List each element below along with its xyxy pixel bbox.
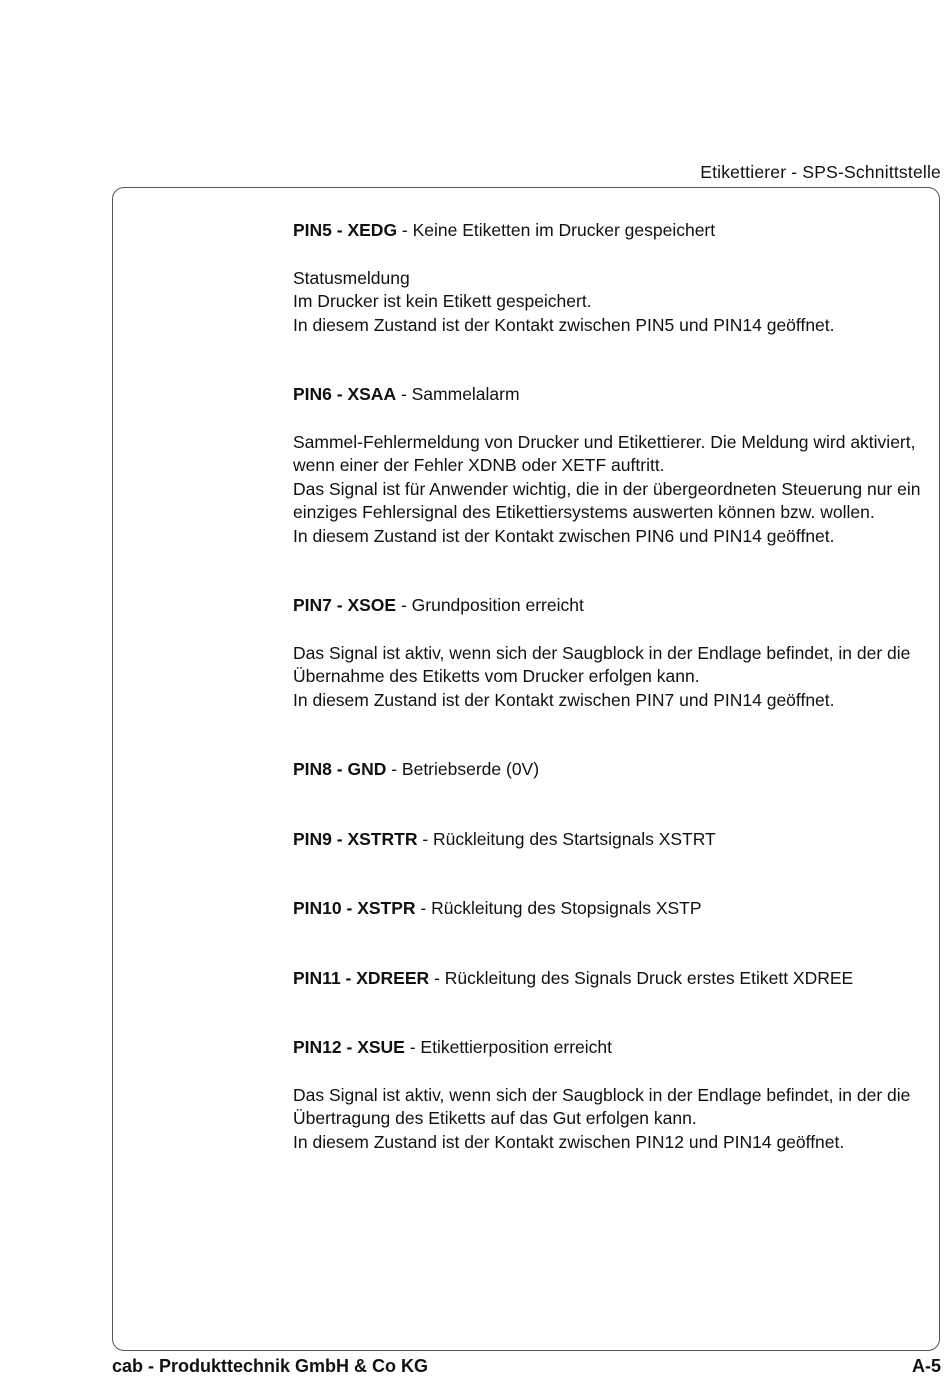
body-line: Das Signal ist aktiv, wenn sich der Saugblock in der Endlage befindet, in der die Übernahme des Etiketts vom Drucker erfolgen kann. [293, 642, 911, 686]
pin-label: PIN10 - XSTPR [293, 898, 416, 918]
section-body [293, 267, 923, 338]
pin-description: - Grundposition erreicht [396, 595, 584, 615]
section-title [293, 594, 923, 618]
section-pin12 [293, 1036, 923, 1154]
section-pin6 [293, 383, 923, 548]
section-title [293, 383, 923, 407]
body-line: Statusmeldung [293, 267, 410, 288]
pin-label: PIN8 - GND [293, 759, 387, 779]
page-number: A-5 [911, 1356, 941, 1376]
pin-description: - Sammelalarm [396, 384, 520, 404]
section-pin11 [293, 967, 923, 991]
pin-description-lead: - [429, 967, 445, 988]
body-line: Das Signal ist für Anwender wichtig, die in der übergeordneten Steuerung nur ein einziges Fehlersignal des Etikettiersystems auswerten können bzw. wollen. [293, 478, 921, 522]
pin-description: - Keine Etiketten im Drucker gespeichert [397, 220, 716, 240]
section-pin7 [293, 594, 923, 712]
pin-label: PIN9 - XSTRTR [293, 828, 418, 849]
section-pin10 [293, 897, 923, 921]
section-title [293, 828, 923, 852]
body-line: In diesem Zustand ist der Kontakt zwischen PIN7 und PIN14 geöffnet. [293, 689, 835, 710]
body-line: In diesem Zustand ist der Kontakt zwischen PIN6 und PIN14 geöffnet. [293, 525, 835, 546]
pin-description: Rückleitung des Signals Druck erstes Etikett XDREE [444, 967, 854, 988]
section-title [293, 967, 923, 991]
pin-label: PIN5 - XEDG [293, 220, 398, 240]
pin-description: - Rückleitung des Startsignals XSTRT [417, 828, 716, 849]
body-line: Das Signal ist aktiv, wenn sich der Saugblock in der Endlage befindet, in der die Übertragung des Etiketts auf das Gut erfolgen kann. [293, 1084, 911, 1128]
body-line: In diesem Zustand ist der Kontakt zwischen PIN12 und PIN14 geöffnet. [293, 1131, 845, 1152]
page-footer [112, 1356, 941, 1377]
body-line: Im Drucker ist kein Etikett gespeichert. [293, 291, 592, 311]
pin-label: PIN6 - XSAA [293, 384, 397, 404]
section-pin5 [293, 219, 923, 337]
body-line: In diesem Zustand ist der Kontakt zwischen PIN5 und PIN14 geöffnet. [293, 314, 835, 335]
pin-label: PIN12 - XSUE [293, 1037, 405, 1057]
section-body [293, 1084, 923, 1155]
body-line: Sammel-Fehlermeldung von Drucker und Etikettierer. Die Meldung wird aktiviert, wenn einer der Fehler XDNB oder XETF auftritt. [293, 431, 916, 475]
pin-description: - Rückleitung des Stopsignals XSTP [415, 898, 702, 918]
section-body [293, 642, 923, 713]
footer-company: cab - Produkttechnik GmbH & Co KG [112, 1356, 429, 1376]
section-pin9 [293, 828, 923, 852]
section-title [293, 758, 923, 782]
section-title [293, 897, 923, 921]
pin-label: PIN7 - XSOE [293, 595, 397, 615]
section-title [293, 1036, 923, 1060]
running-header: Etikettierer - SPS-Schnittstelle [700, 162, 941, 182]
pin-label: PIN11 - XDREER [293, 967, 430, 988]
pin-description: - Etikettierposition erreicht [404, 1037, 613, 1057]
pin-description: - Betriebserde (0V) [386, 759, 540, 779]
section-body [293, 431, 923, 549]
section-pin8 [293, 758, 923, 782]
section-title [293, 219, 923, 243]
document-body [293, 219, 923, 1154]
